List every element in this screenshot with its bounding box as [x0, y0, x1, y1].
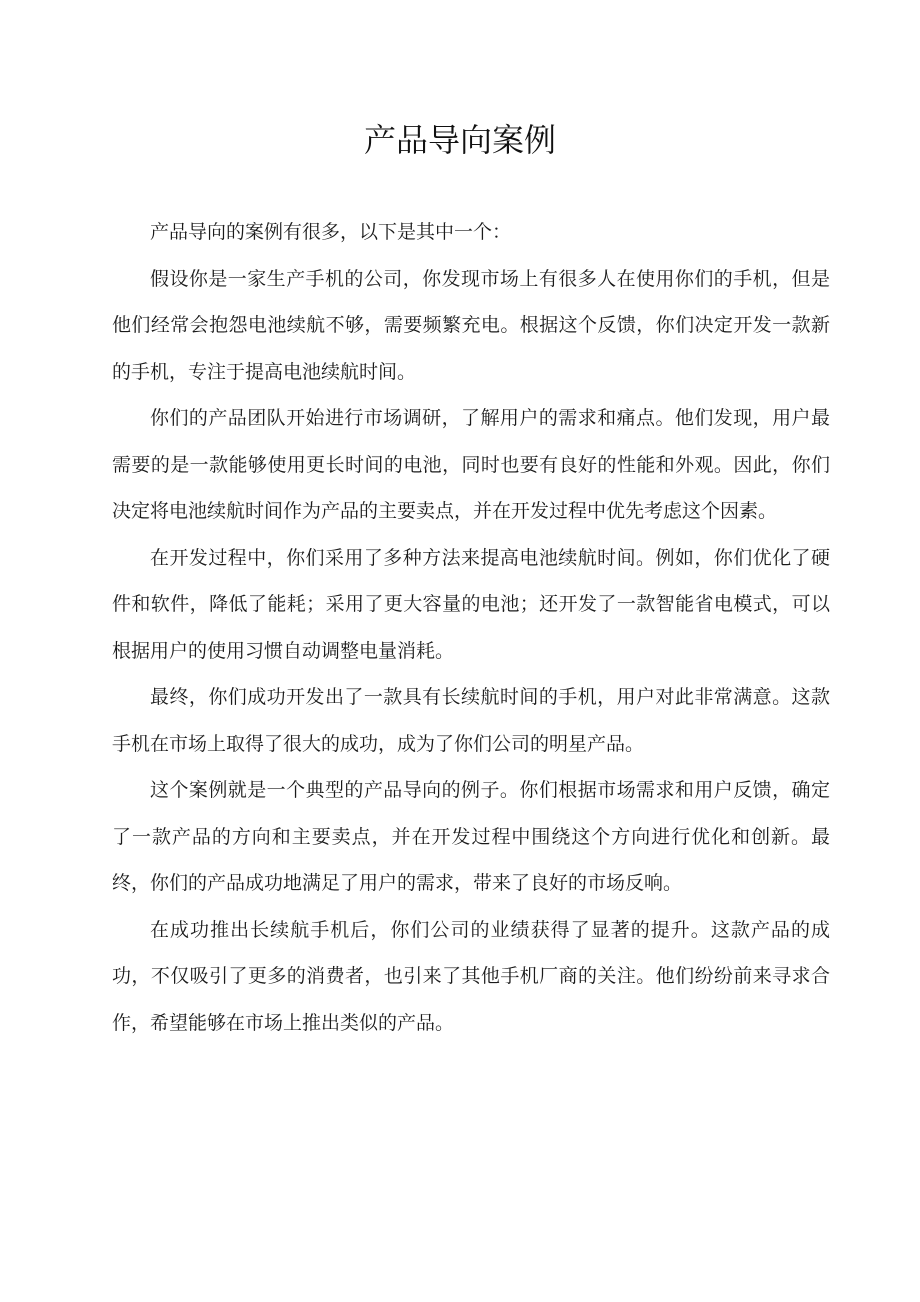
paragraph-development: 在开发过程中，你们采用了多种方法来提高电池续航时间。例如，你们优化了硬件和软件，降低了能耗；采用了更大容量的电池；还开发了一款智能省电模式，可以根据用户的使用习惯自动调整电量消耗。: [112, 546, 830, 662]
paragraph-summary: 这个案例就是一个典型的产品导向的例子。你们根据市场需求和用户反馈，确定了一款产品的方向和主要卖点，并在开发过程中围绕这个方向进行优化和创新。最终，你们的产品成功地满足了用户的需求，带来了良好的市场反响。: [112, 779, 830, 894]
paragraph-research: 你们的产品团队开始进行市场调研，了解用户的需求和痛点。他们发现，用户最需要的是一款能够使用更长时间的电池，同时也要有良好的性能和外观。因此，你们决定将电池续航时间作为产品的主要卖点，并在开发过程中优先考虑这个因素。: [112, 407, 830, 522]
paragraph-intro: 产品导向的案例有很多，以下是其中一个：: [150, 221, 512, 243]
paragraph-followup: 在成功推出长续航手机后，你们公司的业绩获得了显著的提升。这款产品的成功，不仅吸引了更多的消费者，也引来了其他手机厂商的关注。他们纷纷前来寻求合作，希望能够在市场上推出类似的产品。: [112, 918, 830, 1034]
document-body: [112, 209, 830, 1046]
paragraph-result: 最终，你们成功开发出了一款具有长续航时间的手机，用户对此非常满意。这款手机在市场上取得了很大的成功，成为了你们公司的明星产品。: [112, 686, 830, 755]
document-title: 产品导向案例: [363, 121, 556, 159]
paragraph-scenario: 假设你是一家生产手机的公司，你发现市场上有很多人在使用你们的手机，但是他们经常会抱怨电池续航不够，需要频繁充电。根据这个反馈，你们决定开发一款新的手机，专注于提高电池续航时间。: [112, 267, 830, 383]
